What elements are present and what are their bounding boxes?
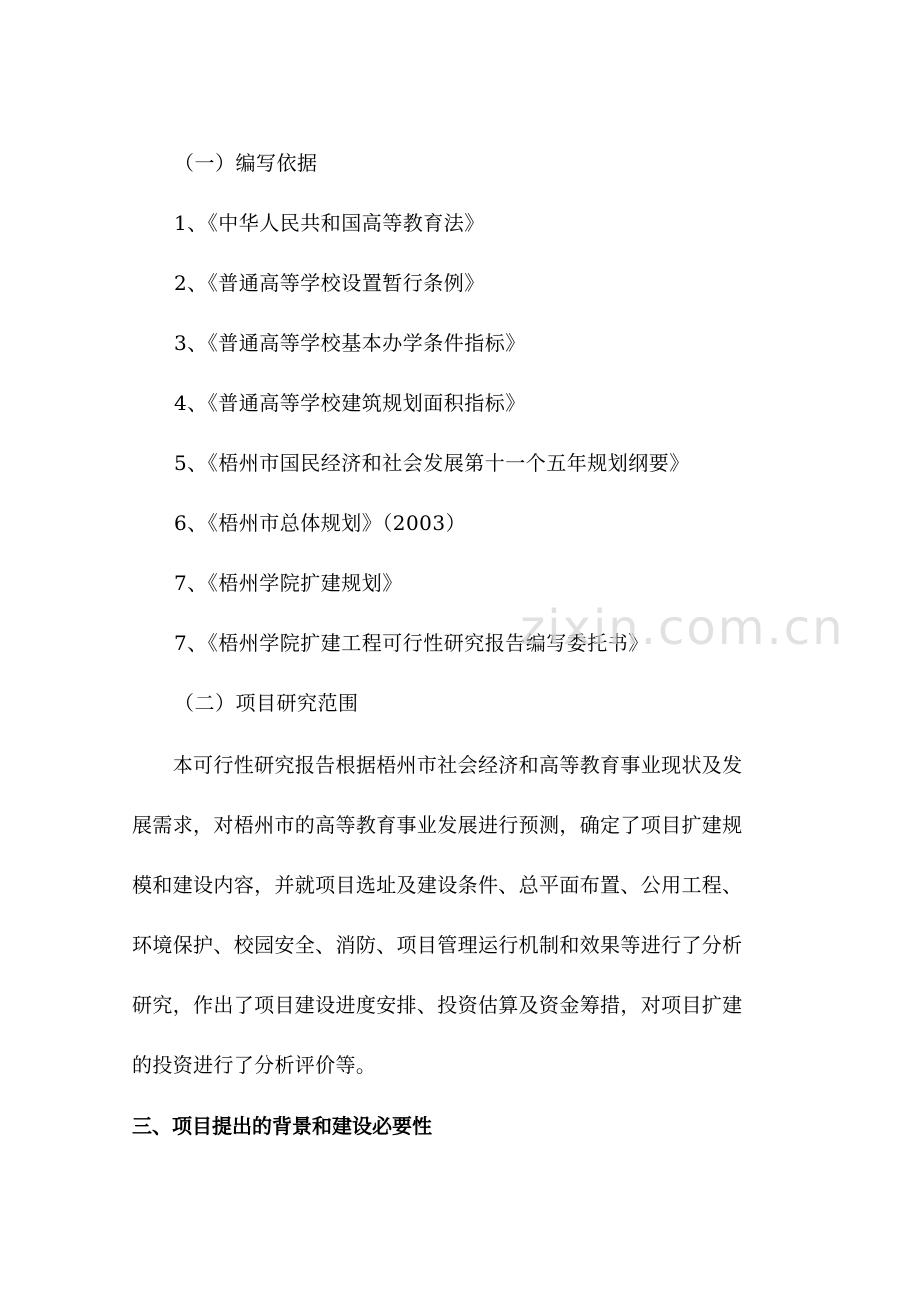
scope-paragraph [132, 735, 792, 1095]
reference-item: 6、《梧州市总体规划》（2003） [174, 511, 467, 535]
paragraph-line: 环境保护、校园安全、消防、项目管理运行机制和效果等进行了分析 [132, 933, 743, 957]
chapter-heading: 三、项目提出的背景和建设必要性 [132, 1114, 432, 1138]
reference-item: 4、《普通高等学校建筑规划面积指标》 [174, 391, 526, 415]
paragraph-line: 展需求，对梧州市的高等教育事业发展进行预测，确定了项目扩建规 [132, 813, 743, 837]
reference-item: 7、《梧州学院扩建工程可行性研究报告编写委托书》 [174, 631, 649, 655]
paragraph-line: 的投资进行了分析评价等。 [132, 1053, 377, 1077]
paragraph-line: 本可行性研究报告根据梧州市社会经济和高等教育事业现状及发 [132, 753, 743, 777]
reference-item: 2、《普通高等学校设置暂行条例》 [174, 271, 485, 295]
reference-item: 5、《梧州市国民经济和社会发展第十一个五年规划纲要》 [174, 451, 690, 475]
watermark: zixin.com.cn [520, 600, 845, 656]
paragraph-line: 模和建设内容，并就项目选址及建设条件、总平面布置、公用工程、 [132, 873, 743, 897]
section-title-basis: （一）编写依据 [174, 151, 318, 175]
reference-item: 3、《普通高等学校基本办学条件指标》 [174, 331, 526, 355]
section-title-scope: （二）项目研究范围 [174, 691, 359, 715]
paragraph-line: 研究，作出了项目建设进度安排、投资估算及资金筹措，对项目扩建 [132, 993, 743, 1017]
reference-item: 1、《中华人民共和国高等教育法》 [174, 211, 485, 235]
reference-item: 7、《梧州学院扩建规划》 [174, 571, 403, 595]
